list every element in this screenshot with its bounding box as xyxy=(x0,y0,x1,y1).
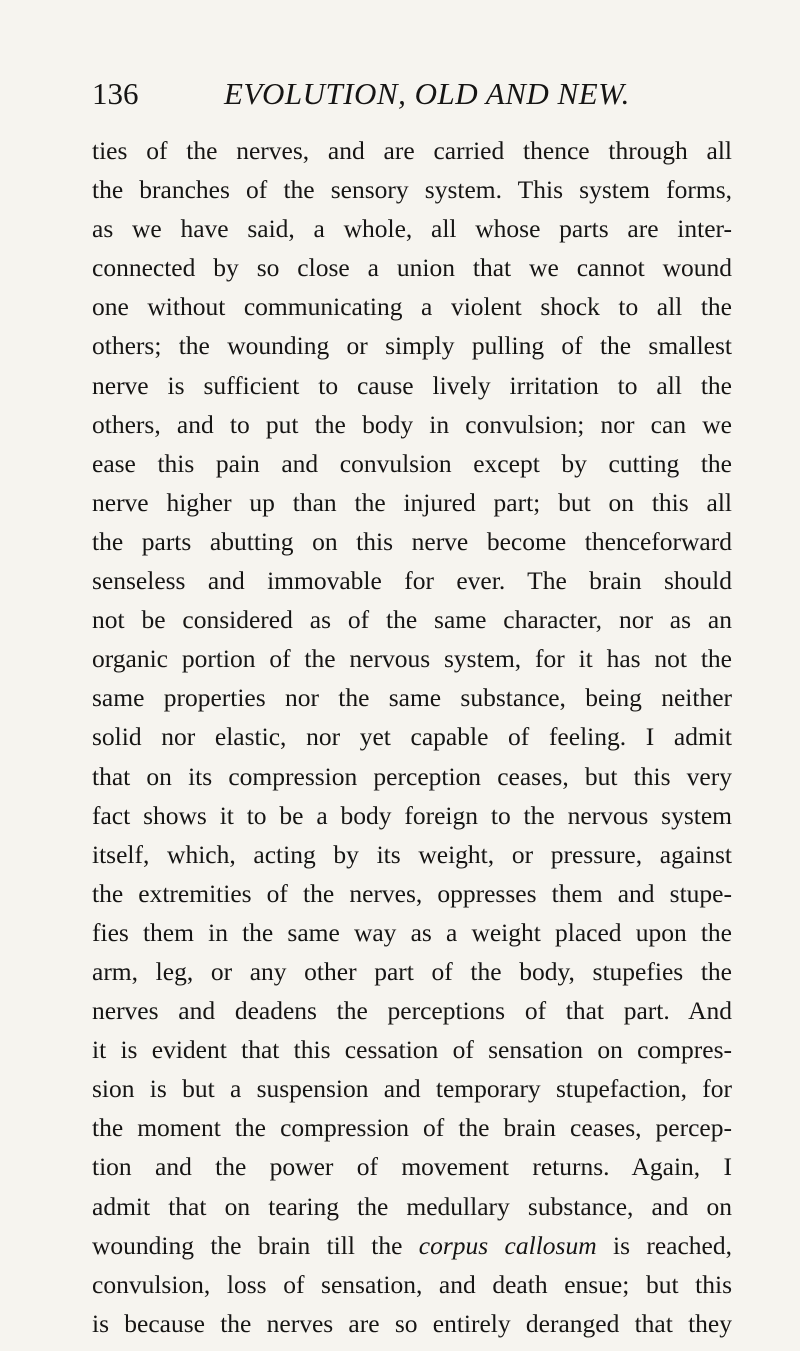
text-line: sion is but a suspension and temporary stupefaction, for xyxy=(92,1074,732,1104)
text-line: ties of the nerves, and are carried thence through all xyxy=(92,136,732,165)
text-line: as we have said, a whole, all whose parts are inter- xyxy=(92,214,732,244)
text-line: admit that on tearing the medullary substance, and on xyxy=(92,1191,732,1221)
text-line: the branches of the sensory system. This system forms, xyxy=(92,175,732,205)
text-line: connected by so close a union that we cannot wound xyxy=(92,253,732,283)
text-line: same properties nor the same substance, being neither xyxy=(92,683,732,713)
text-line: fies them in the same way as a weight placed upon the xyxy=(92,917,732,947)
page-number: 136 xyxy=(92,76,139,111)
text-line: itself, which, acting by its weight, or pressure, against xyxy=(92,839,732,869)
body-text xyxy=(92,131,732,1343)
text-line: the extremities of the nerves, oppresses them and stupe- xyxy=(92,878,732,908)
text-line: it is evident that this cessation of sensation on compres- xyxy=(92,1035,732,1065)
text-segment: is reached, xyxy=(596,1230,732,1260)
text-line: the moment the compression of the brain ceases, percep- xyxy=(92,1113,732,1143)
running-head xyxy=(92,72,732,116)
text-line: nerves and deadens the perceptions of that part. And xyxy=(92,996,732,1026)
text-line: nerve is sufficient to cause lively irritation to all the xyxy=(92,370,732,400)
text-line-with-italic xyxy=(92,1226,732,1265)
running-title: EVOLUTION, OLD AND NEW. xyxy=(224,76,630,111)
text-line: tion and the power of movement returns. Again, I xyxy=(92,1152,732,1182)
text-line: ease this pain and convulsion except by cutting the xyxy=(92,448,732,478)
text-line: one without communicating a violent shock to all the xyxy=(92,292,732,322)
text-line: convulsion, loss of sensation, and death ensue; but this xyxy=(92,1269,732,1299)
text-line: others, and to put the body in convulsion; nor can we xyxy=(92,409,732,439)
text-line: solid nor elastic, nor yet capable of feeling. I admit xyxy=(92,722,732,752)
text-line: senseless and immovable for ever. The brain should xyxy=(92,566,732,596)
text-line: is because the nerves are so entirely deranged that they xyxy=(92,1308,732,1338)
text-line: the parts abutting on this nerve become thenceforward xyxy=(92,526,732,556)
text-line: fact shows it to be a body foreign to the nervous system xyxy=(92,800,732,830)
text-line: others; the wounding or simply pulling of the smallest xyxy=(92,331,732,361)
italic-term: corpus callosum xyxy=(418,1230,597,1260)
text-line: nerve higher up than the injured part; but on this all xyxy=(92,487,732,517)
text-line: that on its compression perception ceases, but this very xyxy=(92,761,732,791)
text-line: arm, leg, or any other part of the body, stupefies the xyxy=(92,956,732,986)
text-line: organic portion of the nervous system, for it has not the xyxy=(92,644,732,674)
text-line: not be considered as of the same character, nor as an xyxy=(92,605,732,635)
text-segment: wounding the brain till the xyxy=(92,1230,419,1260)
